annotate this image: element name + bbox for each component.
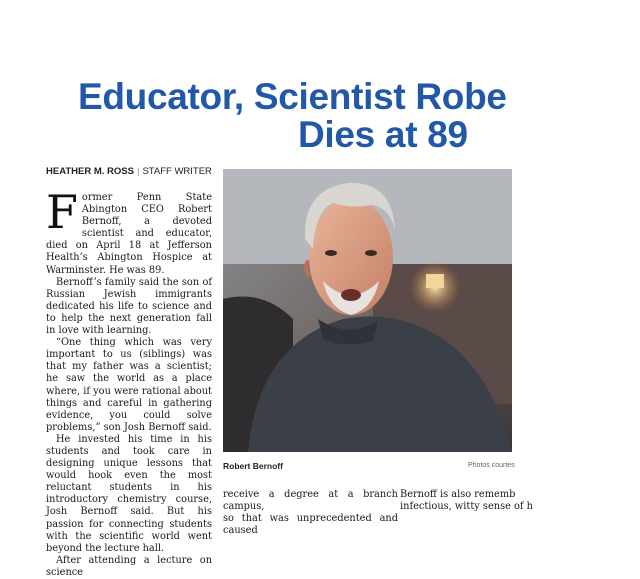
- drop-cap: F: [46, 185, 78, 239]
- article-paragraph-4: He invested his time in his students and took care in designing unique lessons that would hook even the most reluctant students in his introductory chemistry course, Josh Bernoff said. But his passion for connecting students with the scientific world went beyond the lecture hall.: [46, 433, 212, 554]
- headline-line-1: Educator, Scientist Robe: [78, 76, 507, 117]
- headline-line-2: Dies at 89: [298, 114, 468, 155]
- photo-credit: Photos courtes: [468, 462, 515, 469]
- article-paragraph-3: “One thing which was very important to us (siblings) was that my father was a scientist; he saw the world as a place where, if you were rational about things and careful in gathering evidence, you could solve problems,” son Josh Bernoff said.: [46, 337, 212, 433]
- column-3-line-2: infectious, witty sense of h: [400, 501, 533, 513]
- byline-role: STAFF WRITER: [142, 166, 212, 177]
- byline-separator: |: [136, 166, 140, 177]
- article-column-3: [400, 489, 540, 513]
- article-column-2: [223, 489, 398, 537]
- article-paragraph-2: Bernoff’s family said the son of Russian Jewish immigrants dedicated his life to science and to help the next generation fall in love with learning.: [46, 276, 212, 337]
- byline: [46, 166, 212, 177]
- byline-author: HEATHER M. ROSS: [46, 166, 134, 177]
- article-paragraph-1-text: ormer Penn State Abington CEO Robert Bernoff, a devoted scientist and educator, died on April 18 at Jefferson Health’s Abington Hospice at Warminster. He was 89.: [46, 192, 212, 276]
- article-paragraph-5: After attending a lecture on science: [46, 554, 212, 578]
- column-2-line-1: receive a degree at a branch campus,: [223, 489, 398, 513]
- portrait-photo: [223, 169, 512, 452]
- article-paragraph-1: [46, 185, 212, 277]
- column-2-line-2: so that was unprecedented and caused: [223, 513, 398, 537]
- column-3-line-1: Bernoff is also rememb: [400, 489, 516, 500]
- article-column-1: [46, 185, 212, 579]
- photo-caption: Robert Bernoff: [223, 461, 283, 471]
